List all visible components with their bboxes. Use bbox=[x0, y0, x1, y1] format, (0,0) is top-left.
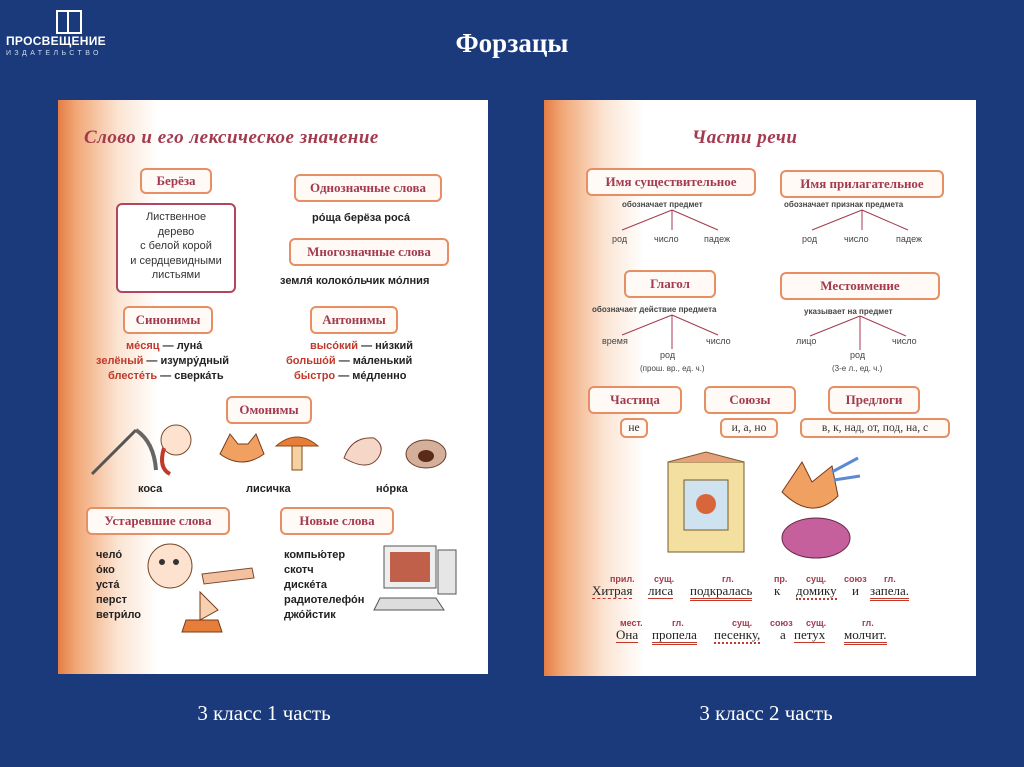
slide-title: Форзацы bbox=[455, 28, 569, 58]
meaning-line: листьями bbox=[151, 269, 201, 281]
pronoun-feature: род bbox=[850, 350, 866, 360]
pronoun-box: Местоимение bbox=[780, 272, 940, 300]
computer-icon bbox=[374, 544, 464, 616]
noun-feature: род bbox=[612, 234, 628, 244]
adjective-branch-lines bbox=[804, 210, 924, 234]
antonym-row: большо́й — ма́ленький bbox=[286, 355, 413, 367]
mushroom-icon bbox=[272, 430, 322, 474]
sentence-word: песенку, bbox=[714, 627, 761, 642]
rooster-fox-illustration bbox=[662, 452, 862, 562]
adjective-feature: падеж bbox=[896, 234, 923, 244]
synonyms-box: Синонимы bbox=[123, 306, 213, 334]
new-word: компью́тер bbox=[284, 549, 346, 561]
verb-feature: число bbox=[706, 336, 731, 346]
adjective-description: обозначает признак предмета bbox=[784, 200, 904, 209]
new-word: джо́йстик bbox=[284, 609, 336, 621]
conjunctions-box: Союзы bbox=[704, 386, 796, 414]
right-endpaper-page bbox=[544, 100, 976, 676]
pos-tag: сущ. bbox=[806, 574, 827, 584]
sentence-word: Она bbox=[616, 627, 639, 642]
multi-meaning-examples: земля́ колоко́льчик мо́лния bbox=[280, 275, 430, 287]
left-endpaper-page bbox=[58, 100, 488, 674]
noun-box: Имя существительное bbox=[586, 168, 756, 196]
obsolete-word: уста́ bbox=[96, 579, 120, 591]
prepositions-box: Предлоги bbox=[828, 386, 920, 414]
sentence-word: и bbox=[852, 583, 859, 598]
sentence-word: молчит. bbox=[844, 627, 887, 643]
verb-description: обозначает действие предмета bbox=[592, 305, 717, 314]
bereza-box: Берёза bbox=[140, 168, 212, 194]
left-page-title: Слово и его лексическое значение bbox=[84, 127, 379, 148]
verb-box: Глагол bbox=[624, 270, 716, 298]
right-page-title: Части речи bbox=[692, 127, 798, 148]
sentence-word: петух bbox=[794, 627, 826, 642]
pos-tag: союз bbox=[844, 574, 867, 584]
verb-branch-lines bbox=[614, 315, 734, 355]
pos-tag: гл. bbox=[884, 574, 896, 584]
pronoun-feature: лицо bbox=[796, 336, 817, 346]
particle-box: Частица bbox=[588, 386, 682, 414]
noun-feature: число bbox=[654, 234, 679, 244]
pos-tag: пр. bbox=[774, 574, 788, 584]
logo-name: ПРОСВЕЩЕНИЕ bbox=[6, 34, 106, 48]
noun-feature: падеж bbox=[704, 234, 731, 244]
pos-tag: сущ. bbox=[654, 574, 675, 584]
sentence-word: подкралась bbox=[690, 583, 752, 599]
synonym-row: блесте́ть — сверка́ть bbox=[108, 370, 224, 382]
homonym-word: коса bbox=[138, 483, 163, 495]
particle-example: не bbox=[620, 418, 648, 438]
pronoun-feature: число bbox=[892, 336, 917, 346]
synonym-row: зелёный — изумру́дный bbox=[96, 355, 230, 367]
pos-tag: мест. bbox=[620, 618, 643, 628]
sentence-word: пропела bbox=[652, 627, 697, 643]
sentence-word: домику bbox=[796, 583, 837, 598]
braid-girl-icon bbox=[152, 418, 202, 478]
new-word: радиотелефо́н bbox=[284, 594, 365, 606]
pronoun-note: (3-е л., ед. ч.) bbox=[832, 364, 883, 373]
pos-tag: союз bbox=[770, 618, 793, 628]
obsolete-word: о́ко bbox=[96, 564, 115, 576]
mink-icon bbox=[338, 428, 388, 476]
logo-subtitle: ИЗДАТЕЛЬСТВО bbox=[6, 50, 102, 57]
new-word: скотч bbox=[284, 564, 314, 576]
burrow-icon bbox=[396, 426, 454, 476]
sentence-word: Хитрая bbox=[592, 583, 633, 598]
sentence-word: а bbox=[780, 627, 786, 642]
right-caption: 3 класс 2 часть bbox=[699, 701, 833, 725]
obsolete-words-box: Устаревшие слова bbox=[86, 507, 230, 535]
new-words-box: Новые слова bbox=[280, 507, 394, 535]
verb-feature: время bbox=[602, 336, 628, 346]
adjective-feature: число bbox=[844, 234, 869, 244]
lexical-meaning-box bbox=[116, 203, 236, 293]
synonym-row: ме́сяц — луна́ bbox=[126, 340, 203, 352]
pos-tag: гл. bbox=[722, 574, 734, 584]
single-meaning-box: Однозначные слова bbox=[294, 174, 442, 202]
homonym-word: лисичка bbox=[246, 483, 291, 495]
new-word: диске́та bbox=[284, 579, 327, 591]
noun-branch-lines bbox=[614, 210, 734, 234]
conjunctions-example: и, а, но bbox=[720, 418, 778, 438]
single-meaning-examples: ро́ща берёза роса́ bbox=[312, 212, 410, 224]
obsolete-word: чело́ bbox=[96, 549, 123, 561]
antonyms-box: Антонимы bbox=[310, 306, 398, 334]
sentence-word: лиса bbox=[648, 583, 674, 598]
verb-feature: род bbox=[660, 350, 676, 360]
pos-tag: гл. bbox=[672, 618, 684, 628]
pos-tag: прил. bbox=[610, 574, 635, 584]
obsolete-word: ветри́ло bbox=[96, 609, 142, 621]
verb-note: (прош. вр., ед. ч.) bbox=[640, 364, 705, 373]
fox-icon bbox=[216, 430, 268, 470]
meaning-line: дерево bbox=[157, 225, 195, 238]
antonym-row: бы́стро — ме́дленно bbox=[294, 370, 407, 382]
meaning-line: и сердцевидными bbox=[130, 254, 222, 267]
pronoun-description: указывает на предмет bbox=[804, 307, 893, 316]
antonym-row: высо́кий — ни́зкий bbox=[310, 340, 414, 352]
obsolete-word: перст bbox=[96, 594, 127, 606]
pos-tag: гл. bbox=[862, 618, 874, 628]
meaning-line: с белой корой bbox=[140, 240, 212, 252]
pos-tag: сущ. bbox=[806, 618, 827, 628]
homonym-word: но́рка bbox=[376, 483, 408, 495]
homonyms-box: Омонимы bbox=[226, 396, 312, 424]
pos-tag: сущ. bbox=[732, 618, 753, 628]
noun-description: обозначает предмет bbox=[622, 200, 703, 209]
sentence-word: запела. bbox=[870, 583, 909, 599]
adjective-box: Имя прилагательное bbox=[780, 170, 944, 198]
meaning-line: Лиственное bbox=[145, 211, 207, 223]
prepositions-example: в, к, над, от, под, на, с bbox=[800, 418, 950, 438]
face-finger-sail-icon bbox=[142, 540, 262, 640]
sentence-word: к bbox=[774, 583, 781, 598]
left-caption: 3 класс 1 часть bbox=[197, 701, 331, 725]
adjective-feature: род bbox=[802, 234, 818, 244]
multi-meaning-box: Многозначные слова bbox=[289, 238, 449, 266]
